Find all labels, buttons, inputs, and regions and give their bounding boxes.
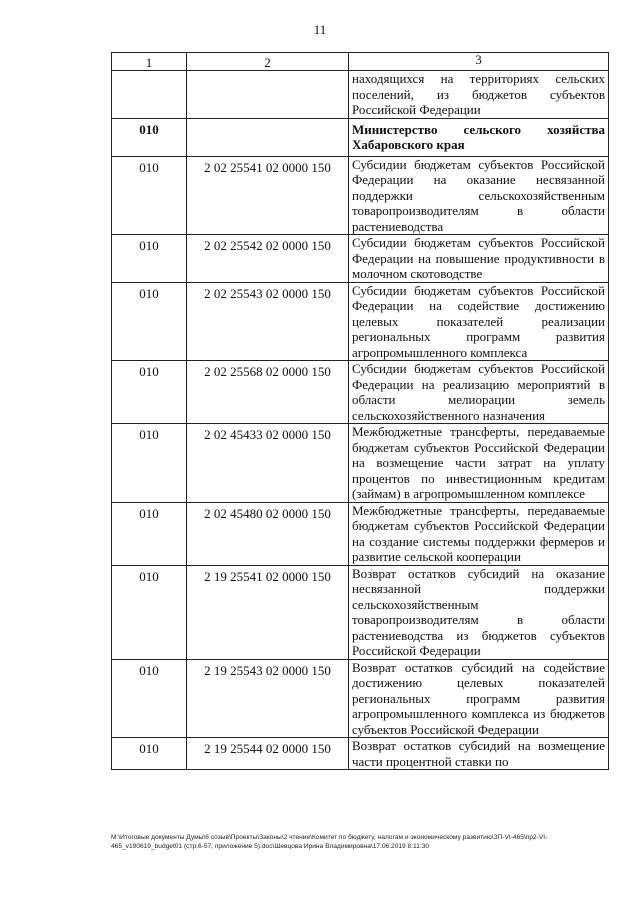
description-cell: Возврат остатков субсидий на оказание несвязанной поддержки сельскохозяйственным товаропроизводителям в области растениеводства из бюджетов субъектов Российской Федерации — [349, 565, 609, 659]
ministry-name: Министерство сельского хозяйства Хабаровского края — [349, 118, 609, 156]
classification-code-cell: 2 19 25544 02 0000 150 — [187, 738, 349, 770]
table-row — [112, 282, 609, 361]
header-col-3: 3 — [349, 53, 609, 71]
table-row — [112, 156, 609, 235]
admin-code-cell: 010 — [112, 502, 187, 565]
continuation-row — [112, 71, 609, 119]
admin-code-cell: 010 — [112, 738, 187, 770]
page-number: 11 — [313, 22, 327, 37]
admin-code-cell: 010 — [112, 235, 187, 283]
ministry-code: 010 — [112, 118, 187, 156]
admin-code-cell: 010 — [112, 565, 187, 659]
classification-code-cell: 2 02 25542 02 0000 150 — [187, 235, 349, 283]
continuation-cell-1 — [112, 71, 187, 119]
classification-code-cell: 2 02 25541 02 0000 150 — [187, 156, 349, 235]
table-row — [112, 424, 609, 503]
description-cell: Возврат остатков субсидий на возмещение части процентной ставки по — [349, 738, 609, 770]
description-cell: Субсидии бюджетам субъектов Российской Федерации на реализацию мероприятий в области мелиорации земель сельскохозяйственного назначения — [349, 361, 609, 424]
admin-code-cell: 010 — [112, 156, 187, 235]
description-cell: Межбюджетные трансферты, передаваемые бюджетам субъектов Российской Федерации на возмещение части затрат на уплату процентов по инвестиционным кредитам (займам) в агропромышленном комплексе — [349, 424, 609, 503]
header-col-1: 1 — [112, 53, 187, 71]
document-path-footer: М:\Итоговые документы Думы\6 созыв\Проекты\Законы\2 чтение\Комитет по бюджету, налогам и экономическому развитию\ЗП-VI-465\пр2-VI-465_v190619_budget01 (стр.6-57, приложение 5).doc\Шевцова Ирина Владимировна\17.06.2019 8:11:30 — [111, 834, 548, 850]
ministry-row — [112, 118, 609, 156]
header-col-2: 2 — [187, 53, 349, 71]
description-cell: Межбюджетные трансферты, передаваемые бюджетам субъектов Российской Федерации на создание системы поддержки фермеров и развитие сельской кооперации — [349, 502, 609, 565]
classification-code-cell: 2 02 25568 02 0000 150 — [187, 361, 349, 424]
continuation-text: находящихся на территориях сельских поселений, из бюджетов субъектов Российской Федерации — [349, 71, 609, 119]
admin-code-cell: 010 — [112, 424, 187, 503]
admin-code-cell: 010 — [112, 282, 187, 361]
table-row — [112, 361, 609, 424]
table-row — [112, 235, 609, 283]
description-cell: Возврат остатков субсидий на содействие достижению целевых показателей региональных программ развития агропромышленного комплекса из бюджетов субъектов Российской Федерации — [349, 659, 609, 738]
table-row — [112, 502, 609, 565]
classification-code-cell: 2 02 45480 02 0000 150 — [187, 502, 349, 565]
table-row — [112, 738, 609, 770]
continuation-cell-2 — [187, 71, 349, 119]
classification-code-cell: 2 19 25541 02 0000 150 — [187, 565, 349, 659]
table-header-row — [112, 53, 609, 71]
ministry-empty-cell — [187, 118, 349, 156]
budget-table — [111, 52, 609, 770]
description-cell: Субсидии бюджетам субъектов Российской Федерации на оказание несвязанной поддержки сельскохозяйственным товаропроизводителям в области растениеводства — [349, 156, 609, 235]
admin-code-cell: 010 — [112, 659, 187, 738]
table-row — [112, 565, 609, 659]
admin-code-cell: 010 — [112, 361, 187, 424]
classification-code-cell: 2 19 25543 02 0000 150 — [187, 659, 349, 738]
classification-code-cell: 2 02 45433 02 0000 150 — [187, 424, 349, 503]
classification-code-cell: 2 02 25543 02 0000 150 — [187, 282, 349, 361]
description-cell: Субсидии бюджетам субъектов Российской Федерации на содействие достижению целевых показателей реализации региональных программ развития агропромышленного комплекса — [349, 282, 609, 361]
table-row — [112, 659, 609, 738]
description-cell: Субсидии бюджетам субъектов Российской Федерации на повышение продуктивности в молочном скотоводстве — [349, 235, 609, 283]
